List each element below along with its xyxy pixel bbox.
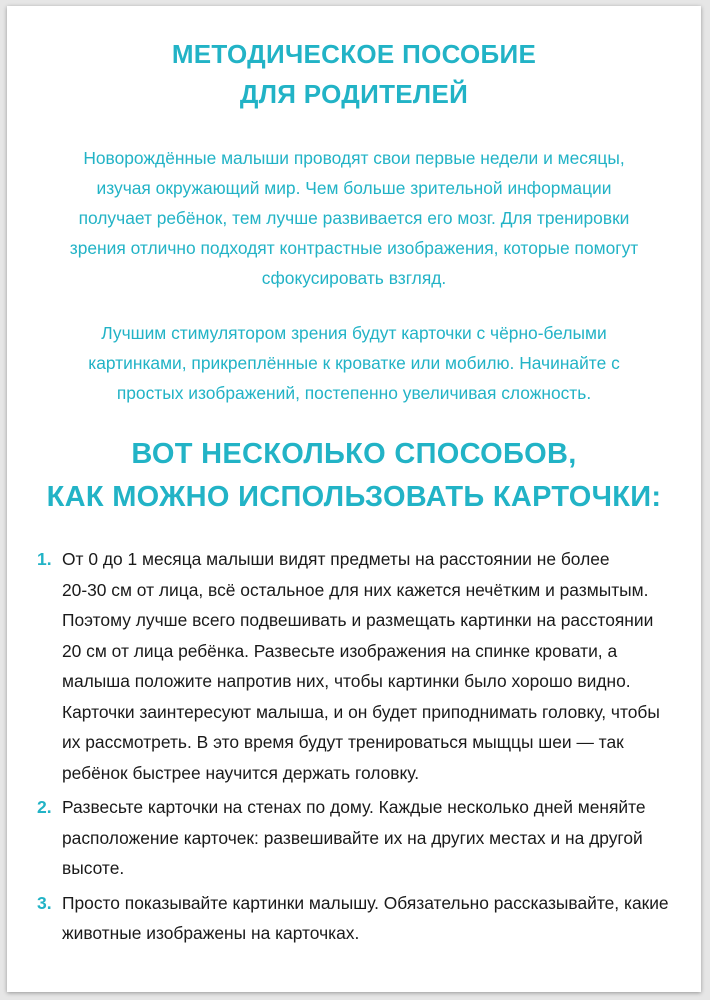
- text-line: Развесьте карточки на стенах по дому. Каждые несколько дней меняйте: [62, 797, 646, 817]
- heading-line: ВОТ НЕСКОЛЬКО СПОСОБОВ,: [131, 438, 577, 470]
- text-line: простых изображений, постепенно увеличивая сложность.: [116, 383, 592, 403]
- text-line: 20 см от лица ребёнка. Развесьте изображения на спинке кровати, а: [62, 640, 618, 661]
- list-item: [37, 544, 683, 788]
- text-line: животные изображены на карточках.: [62, 923, 360, 943]
- text-line: получает ребёнок, тем лучше развивается его мозг. Для тренировки: [78, 208, 630, 228]
- list-item: [37, 888, 683, 949]
- document-title: [7, 34, 701, 114]
- text-line: ребёнок быстрее научится держать головку.: [62, 762, 420, 783]
- list-number: 1.: [37, 549, 52, 569]
- text-line: От 0 до 1 месяца малыши видят предметы на расстоянии не более: [62, 549, 610, 569]
- text-line: расположение карточек: развешивайте их на других местах и на другой: [62, 827, 643, 848]
- text-line: Карточки заинтересуют малыша, и он будет приподнимать головку, чтобы: [62, 701, 660, 722]
- list-item-text: [62, 544, 683, 788]
- document-page: [7, 6, 701, 992]
- list-item-text: [62, 888, 683, 949]
- text-line: 20-30 см от лица, всё остальное для них кажется нечётким и размытым.: [62, 579, 649, 600]
- text-line: Новорождённые малыши проводят свои первые недели и месяцы,: [83, 148, 625, 168]
- text-line: картинками, прикреплённые к кроватке или мобилю. Начинайте с: [88, 353, 620, 373]
- intro-paragraph: [43, 318, 665, 408]
- section-heading: [7, 433, 701, 519]
- title-line: МЕТОДИЧЕСКОЕ ПОСОБИЕ: [171, 39, 537, 69]
- heading-line: КАК МОЖНО ИСПОЛЬЗОВАТЬ КАРТОЧКИ:: [46, 481, 662, 513]
- text-line: изучая окружающий мир. Чем больше зрительной информации: [96, 178, 612, 198]
- text-line: зрения отлично подходят контрастные изображения, которые помогут: [69, 238, 639, 258]
- methods-list: [37, 544, 683, 953]
- text-line: Поэтому лучше всего подвешивать и размещать картинки на расстоянии: [62, 610, 654, 630]
- text-line: малыша положите напротив них, чтобы картинки было хорошо видно.: [62, 671, 631, 691]
- text-line: Просто показывайте картинки малышу. Обязательно рассказывайте, какие: [62, 892, 669, 913]
- title-line: ДЛЯ РОДИТЕЛЕЙ: [239, 79, 469, 109]
- intro-paragraph: [43, 143, 665, 293]
- text-line: Лучшим стимулятором зрения будут карточки с чёрно-белыми: [101, 323, 607, 343]
- list-item-text: [62, 792, 683, 884]
- list-number: 3.: [37, 892, 52, 913]
- text-line: высоте.: [62, 858, 125, 878]
- text-line: их рассмотреть. В это время будут тренироваться мыщцы шеи — так: [62, 732, 624, 752]
- list-number: 2.: [37, 797, 52, 817]
- list-item: [37, 792, 683, 884]
- text-line: сфокусировать взгляд.: [261, 268, 447, 288]
